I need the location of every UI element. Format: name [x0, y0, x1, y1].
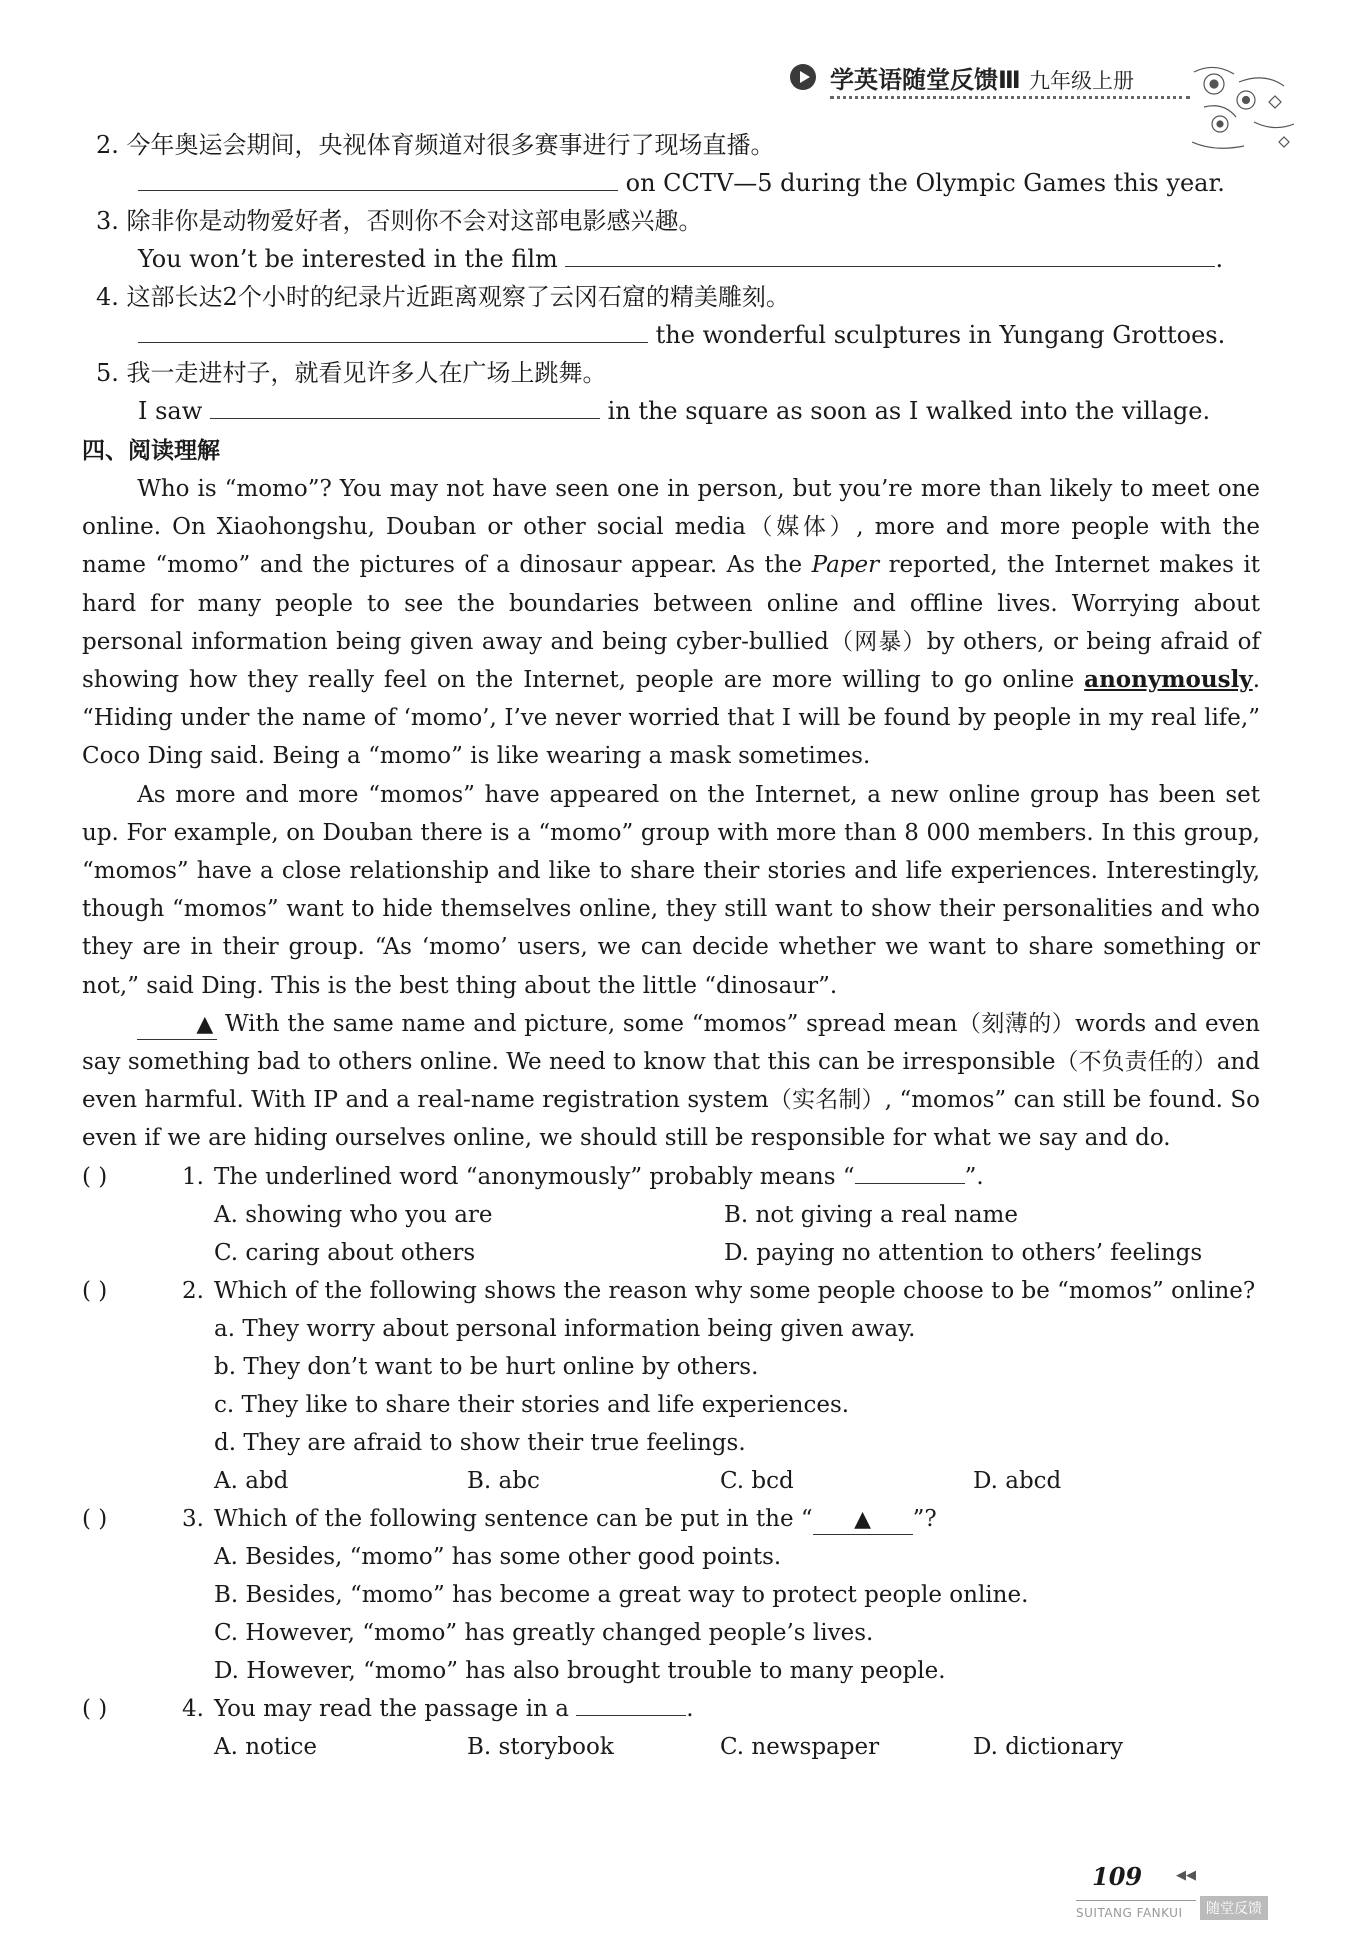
option-a[interactable]: A. notice [214, 1733, 317, 1760]
option-d[interactable]: D. paying no attention to others’ feelings [724, 1239, 1203, 1266]
question-2: ( ) 2. Which of the following shows the reason why some people choose to be “momos” online? [82, 1272, 1256, 1310]
statement-a: a. They worry about personal information being given away. [214, 1315, 916, 1342]
option-b[interactable]: B. not giving a real name [724, 1201, 1018, 1228]
book-title: 学英语随堂反馈Ⅲ 九年级上册 [830, 66, 1135, 94]
page-content [82, 126, 1261, 1766]
translation-item-5: 5. 我一走进村子，就看见许多人在广场上跳舞。 [96, 359, 607, 387]
answer-line-5: I saw in the square as soon as I walked into the village. [96, 392, 1256, 430]
option-c[interactable]: C. bcd [720, 1467, 794, 1494]
translation-item-3: 3. 除非你是动物爱好者，否则你不会对这部电影感兴趣。 [96, 207, 703, 235]
answer-line-4: the wonderful sculptures in Yungang Grottoes. [96, 316, 1256, 354]
answer-line-3: You won’t be interested in the film . [96, 240, 1256, 278]
options-row [82, 1728, 1256, 1766]
question-stem: Which of the following sentence can be put in the “▲ ”? [214, 1500, 937, 1538]
option-a[interactable]: A. showing who you are [214, 1201, 493, 1228]
passage-paragraph-2: As more and more “momos” have appeared on the Internet, a new online group has been set up. For example, on Douban there is a “momo” group with more than 8 000 members. In this group, “momos” have a close relationship and like to share their stories and life experiences. Interestingly, though “momos” want to hide themselves online, they still want to show their personalities and who they are in their group. “As ‘momo’ users, we can decide whether we want to share something or not,” said Ding. This is the best thing about the little “dinosaur”. [82, 781, 1260, 999]
answer-paren[interactable]: ( ) [82, 1163, 108, 1190]
option-c[interactable]: C. However, “momo” has greatly changed people’s lives. [214, 1619, 874, 1646]
double-arrow-left-icon: ◀◀ [1176, 1868, 1196, 1883]
footer-badge: 随堂反馈 [1200, 1896, 1268, 1920]
option-c[interactable]: C. caring about others [214, 1239, 476, 1266]
answer-blank[interactable] [138, 316, 648, 343]
translation-item-4: 4. 这部长达2个小时的纪录片近距离观察了云冈石窟的精美雕刻。 [96, 283, 790, 311]
statement-b: b. They don’t want to be hurt online by others. [214, 1353, 759, 1380]
page-number: 109 [1092, 1862, 1143, 1891]
stem-blank [855, 1161, 965, 1184]
underlined-word: anonymously [1084, 666, 1253, 694]
statement-c: c. They like to share their stories and life experiences. [214, 1391, 850, 1418]
question-1: ( ) 1. The underlined word “anonymously” probably means “ ”. [82, 1158, 1256, 1196]
option-d[interactable]: D. dictionary [973, 1733, 1124, 1760]
triangle-blank [137, 1010, 217, 1040]
header-dotted-rule [830, 96, 1190, 99]
questions [82, 1158, 1256, 1766]
book-subtitle: 九年级上册 [1029, 69, 1135, 93]
option-a[interactable]: A. abd [214, 1467, 289, 1494]
chinese-sentence: 今年奥运会期间，央视体育频道对很多赛事进行了现场直播。 [126, 131, 775, 159]
option-d[interactable]: D. abcd [973, 1467, 1062, 1494]
option-b[interactable]: B. storybook [467, 1733, 614, 1760]
play-icon [790, 64, 816, 90]
page-footer [1076, 1862, 1346, 1942]
page-header [790, 48, 1310, 108]
options-row [82, 1196, 1256, 1234]
option-a[interactable]: A. Besides, “momo” has some other good points. [214, 1543, 782, 1570]
section-title: 四、阅读理解 [82, 438, 220, 464]
options-row [82, 1234, 1256, 1272]
passage-paragraph-1: Who is “momo”? You may not have seen one in person, but you’re more than likely to meet one online. On Xiaohongshu, Douban or other social media（媒体）, more and more people with the name “momo” and the pictures of a dinosaur appear. As the Paper reported, the Internet makes it hard for many people to see the boundaries between online and offline lives. Worrying about personal information being given away and being cyber-bullied（网暴）by others, or being afraid of showing how they really feel on the Internet, people are more willing to go online anonymously. “Hiding under the name of ‘momo’, I’ve never worried that I will be found by people in my real life,” Coco Ding said. Being a “momo” is like wearing a mask sometimes. [82, 476, 1261, 770]
answer-paren[interactable]: ( ) [82, 1505, 108, 1532]
passage-paragraph-3: ▲ With the same name and picture, some “momos” spread mean（刻薄的）words and even say something bad to others online. We need to know that this can be irresponsible（不负责任的）and even harmful. With IP and a real-name registration system（实名制）, “momos” can still be found. So even if we are hiding ourselves online, we should still be responsible for what we say and do. [82, 1005, 1260, 1158]
option-c[interactable]: C. newspaper [720, 1733, 880, 1760]
footer-rule [1076, 1900, 1196, 1901]
stem-blank [576, 1693, 686, 1716]
answer-blank[interactable] [138, 164, 618, 191]
option-d[interactable]: D. However, “momo” has also brought trouble to many people. [214, 1657, 946, 1684]
question-stem: You may read the passage in a . [214, 1690, 694, 1728]
statement-d: d. They are afraid to show their true feelings. [214, 1429, 746, 1456]
question-stem: Which of the following shows the reason why some people choose to be “momos” online? [214, 1277, 1256, 1304]
question-4: ( ) 4. You may read the passage in a . [82, 1690, 1256, 1728]
answer-blank[interactable] [210, 392, 600, 419]
question-3: ( ) 3. Which of the following sentence can be put in the “▲ ”? [82, 1500, 1256, 1538]
answer-paren[interactable]: ( ) [82, 1277, 108, 1304]
options-row [82, 1462, 1256, 1500]
answer-blank[interactable] [565, 240, 1215, 267]
option-b[interactable]: B. abc [467, 1467, 540, 1494]
footer-series-name: SUITANG FANKUI [1076, 1906, 1183, 1920]
triangle-blank [813, 1505, 913, 1535]
chinese-sentence: 这部长达2个小时的纪录片近距离观察了云冈石窟的精美雕刻。 [126, 283, 790, 311]
chinese-sentence: 我一走进村子，就看见许多人在广场上跳舞。 [126, 359, 607, 387]
option-b[interactable]: B. Besides, “momo” has become a great way to protect people online. [214, 1581, 1029, 1608]
reading-passage [82, 470, 1260, 1158]
chinese-sentence: 除非你是动物爱好者，否则你不会对这部电影感兴趣。 [126, 207, 703, 235]
answer-line-2: on CCTV—5 during the Olympic Games this year. [96, 164, 1256, 202]
translation-item-2: 2. 今年奥运会期间，央视体育频道对很多赛事进行了现场直播。 [96, 131, 775, 159]
question-stem: The underlined word “anonymously” probably means “ ”. [214, 1158, 984, 1196]
answer-paren[interactable]: ( ) [82, 1695, 108, 1722]
